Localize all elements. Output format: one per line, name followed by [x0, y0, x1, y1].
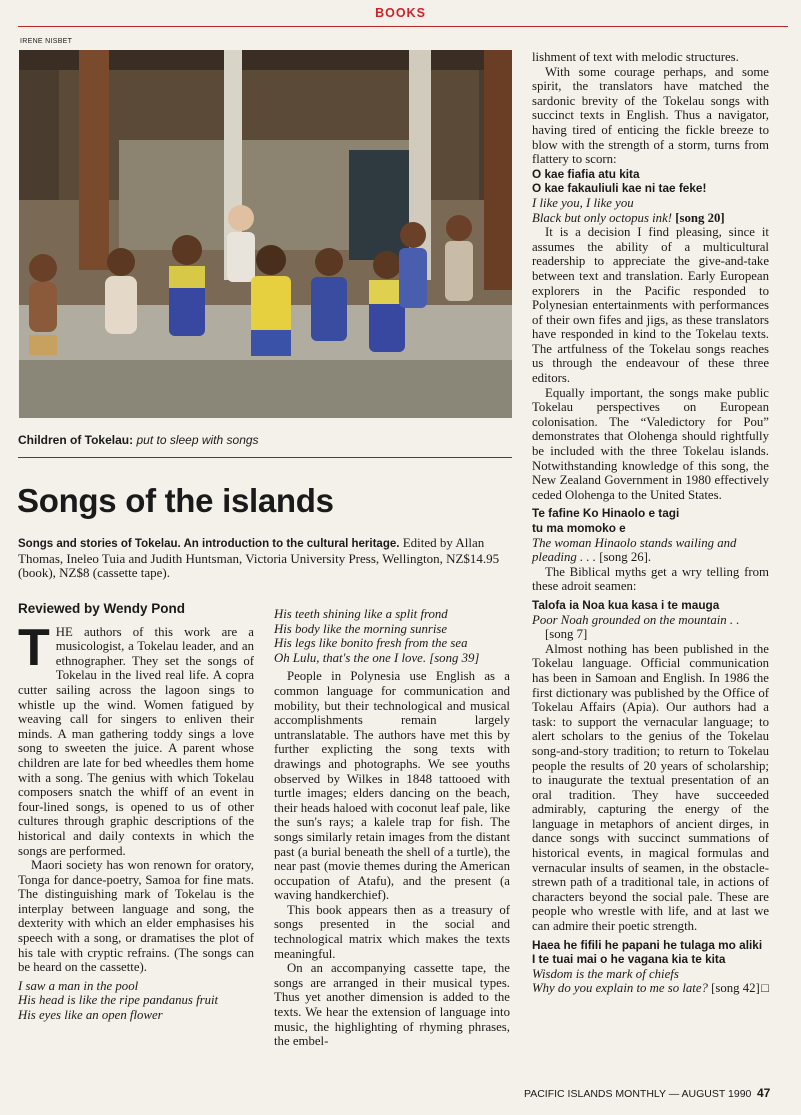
poem-line: His teeth shining like a split frond: [274, 607, 448, 621]
song-ref: [song 26].: [599, 550, 652, 565]
english-line: The woman Hinaolo stands wailing and pleading . . . [song 26].: [532, 535, 737, 565]
column-1: [18, 602, 254, 1023]
tokelau-line: Talofa ia Noa kua kasa i te mauga: [532, 597, 720, 612]
tokelau-line: I te tuai mai o he vagana kia te kita: [532, 952, 726, 967]
col1-para-2: Maori society has won renown for oratory, Tonga for dance-poetry, Samoa for fine mats. The distinguishing mark of Tokelau is the interplay between language and song, the dexterity with which an elder emphasises his speech with a song, or dramatises the plot of his tale with cryptic refrains. (The songs can be heard on the cassette).: [18, 858, 254, 975]
english-line: Poor Noah grounded on the mountain . .: [532, 612, 740, 627]
caption-text: put to sleep with songs: [136, 433, 259, 447]
song-ref: [song 7]: [545, 627, 588, 642]
song-ref: [song 42]: [711, 981, 760, 996]
section-header: BOOKS: [375, 6, 426, 20]
col3-para-1: With some courage perhaps, and some spirit, the translators have matched the sardonic brevity of the Tokelau songs with succinct texts in English. Thus a navigator, having tired of enticing the fickle breeze to blow with the strength of a storm, turns from flattery to scorn:: [532, 64, 769, 167]
col3-para-0: lishment of text with melodic structures.: [532, 50, 739, 64]
poem-line: Oh Lulu, that's the one I love. [song 39]: [274, 650, 480, 665]
tokelau-line: Haea he fifili he papani he tulaga mo aliki: [532, 937, 763, 952]
english-line: Wisdom is the mark of chiefs: [532, 966, 679, 981]
column-2: [274, 607, 510, 1049]
col2-para-3: On an accompanying cassette tape, the songs are arranged in their musical types. Thus yet another dimension is added to the texts. We hear the extension of language into music, the highlighting of rhyming phrases, the embel-: [274, 961, 510, 1049]
tokelau-line: Te fafine Ko Hinaolo e tagi: [532, 506, 680, 521]
bibliographic-info: [18, 536, 512, 581]
tokelau-line: O kae fiafia atu kita: [532, 166, 640, 181]
col2-para-1: People in Polynesia use English as a common language for communication and mobility, but their technological and musical accomplishments remain largely untranslatable. The authors have met this by further explicting the song texts with drawings and photographs. We see youths observed by Wilkes in 1848 tattooed with turtle images; elders dancing on the beach, their heads haloed with coconut leaf pale, like the sun's rays; a kalele trap for fish. The songs similarly retain images from the distant past (a burial beneath the shell of a turtle), the near past (movie themes during the American occupation of Atafu), and the present (a waving handkerchief).: [274, 669, 510, 903]
children-photo: [19, 50, 512, 418]
col1-para-1: THE authors of this work are a musicologist, a Tokelau leader, and an ethnographer. They set the songs of Tokelau in the lived real life. A copra cutter sailing across the lagoon sings to whistle up the wind. Women fatigued by weaving call for singers to enliven their minds. A man gathering toddy sings a love song to sweeten the juice. A parent whose children are late for bed wheedles them home with a song. The genius with which Tokelau composers snatch the whiff of an event in four-lined songs, is opened to us of other cultures through graphic descriptions of the historical and daily contexts in which the songs are performed.: [18, 618, 254, 858]
drop-cap: T: [18, 618, 50, 677]
english-line: Black but only octopus ink! [song 20]: [532, 210, 725, 225]
col3-para-3: Equally important, the songs make public Tokelau perspectives on European colonisation. The “Valedictory for Pou” demonstrates that Olohenga should rightfully be included with the three Tokelau islands. Notwithstanding knowledge of this song, the New Zealand Government in 1980 effectively ceded Olohenga to the United States.: [532, 385, 769, 502]
poem-line: His body like the morning sunrise: [274, 621, 448, 636]
poem-line: His legs like bonito fresh from the sea: [274, 636, 468, 651]
book-details: Edited by Allan Thomas, Ineleo Tuia and Judith Huntsman, Victoria University Press, Wellington, NZ$14.95 (book), NZ$8 (cassette tape).: [18, 535, 500, 580]
song-ref: [song 20]: [675, 210, 725, 225]
page-number: 47: [757, 1086, 771, 1100]
poem-line: His eyes like an open flower: [18, 1008, 163, 1023]
caption-rule: [18, 457, 512, 458]
end-mark: □: [761, 981, 769, 996]
caption-lead: Children of Tokelau:: [18, 433, 134, 447]
header-rule: [18, 26, 788, 27]
poem-line: His head is like the ripe pandanus fruit: [18, 993, 219, 1008]
photo-caption: [18, 433, 259, 447]
poem-line: I saw a man in the pool: [18, 978, 139, 993]
english-line: I like you, I like you: [532, 195, 634, 210]
footer-publication: PACIFIC ISLANDS MONTHLY — AUGUST 1990: [524, 1088, 752, 1100]
col3-para-4: The Biblical myths get a wry telling from these adroit seamen:: [532, 564, 769, 594]
column-3: [532, 50, 769, 996]
photo-illustration: [19, 50, 512, 418]
col3-para-5: Almost nothing has been published in the Tokelau language. Official communication has been in Samoan and English. In 1986 the first dictionary was published by the Office of Tokelau Affairs (Apia). Our authors had a task: to support the vernacular language; to alert scholars to the genius of the Tokelau song-and-story tradition; to return to Tokelau people the results of 20 years of scholarship; to inaugurate the textual presentation of an oral tradition. They have succeeded admirably, capturing the energy of the language in metaphors of ancient dirges, in dance songs with succinct summations of historical events, in magical formulas and vernacular insults of seamen, in the obstacle-strewn path of a traditional tale, in actions of characters beyond the social pale. These are people who wrestle with life, and at last we can admire their poetic strength.: [532, 641, 769, 934]
byline: Reviewed by Wendy Pond: [18, 601, 186, 616]
col2-para-2: This book appears then as a treasury of songs presented in the social and technological matrix which makes the texts meaningful.: [274, 902, 510, 961]
col3-para-2: It is a decision I find pleasing, since it assumes the ability of a multicultural readership to appreciate the give-and-take between text and translation. Early European explorers in the Pacific responded to Polynesian entertainments with performances of their own fifes and jigs, as these translators have responded in kind to the Tokelau texts. The artfulness of the Tokelau songs reaches us through the endeavour of these three editors.: [532, 225, 769, 386]
tokelau-line: tu ma momoko e: [532, 521, 626, 535]
english-line: Why do you explain to me so late? [song 42] □: [532, 981, 769, 996]
article-title: Songs of the islands: [17, 482, 334, 519]
photo-credit: IRENE NISBET: [20, 38, 73, 45]
book-title: Songs and stories of Tokelau. An introduction to the cultural heritage.: [18, 538, 400, 550]
tokelau-line: O kae fakauliuli kae ni tae feke!: [532, 181, 707, 196]
